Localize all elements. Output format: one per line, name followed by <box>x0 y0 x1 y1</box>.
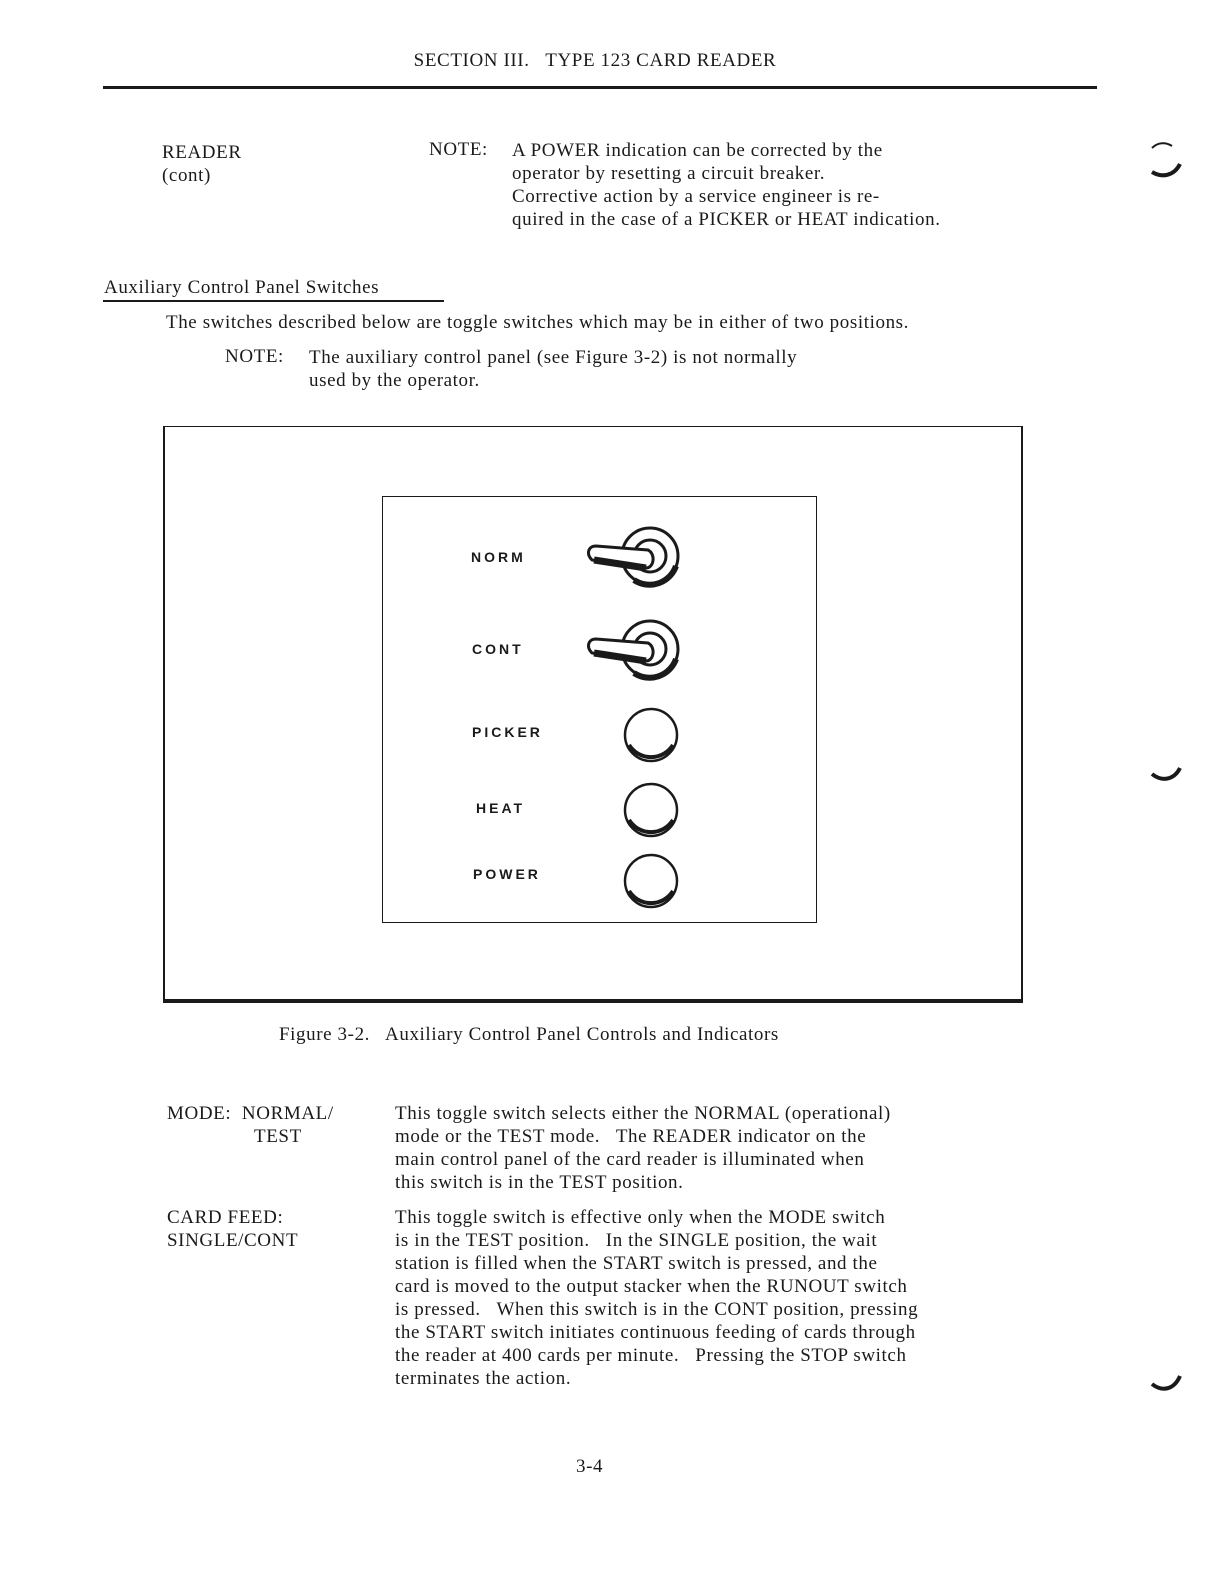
definition-desc-mode: This toggle switch selects either the NORMAL (operational) mode or the TEST mode. The READER indicator on the main control panel of the card reader is illuminated when this switch is in the TEST position. <box>395 1103 891 1193</box>
binder-hole-mark-icon <box>1148 762 1188 792</box>
panel-label-picker: PICKER <box>472 724 543 740</box>
binder-hole-mark-icon <box>1148 1360 1188 1396</box>
header-rule <box>103 86 1097 89</box>
panel-label-cont: CONT <box>472 641 524 657</box>
toggle-switch-icon <box>584 617 688 681</box>
indicator-lamp-icon <box>621 851 681 911</box>
section-heading-underline <box>103 300 444 302</box>
definition-desc-card-feed: This toggle switch is effective only when the MODE switch is in the TEST position. In the SINGLE position, the wait station is filled when the START switch is pressed, and the card is moved to the output stacker when the RUNOUT switch is pressed. When this switch is in the CONT position, pressing the START switch initiates continuous feeding of cards through the reader at 400 cards per minute. Pressing the STOP switch terminates the action. <box>395 1207 919 1389</box>
panel-label-heat: HEAT <box>476 800 526 816</box>
section-heading: Auxiliary Control Panel Switches <box>104 277 380 298</box>
toggle-switch-icon <box>584 524 688 588</box>
reader-note-label: NOTE: <box>429 139 488 160</box>
page-number: 3-4 <box>576 1456 604 1477</box>
binder-hole-mark-icon <box>1148 140 1188 184</box>
definition-term-card-feed: CARD FEED: SINGLE/CONT <box>167 1207 299 1251</box>
reader-label: READER (cont) <box>162 142 242 186</box>
section-intro: The switches described below are toggle switches which may be in either of two positions. <box>166 312 910 333</box>
indicator-lamp-icon <box>621 705 681 765</box>
panel-label-norm: NORM <box>471 549 526 565</box>
figure-caption: Figure 3-2. Auxiliary Control Panel Controls and Indicators <box>279 1024 779 1045</box>
panel-label-power: POWER <box>473 866 541 882</box>
definition-term-mode: MODE: NORMAL/ TEST <box>167 1103 334 1147</box>
page-header <box>0 50 1190 72</box>
header-title: SECTION III. TYPE 123 CARD READER <box>413 50 777 71</box>
indicator-lamp-icon <box>621 780 681 840</box>
aux-note-label: NOTE: <box>225 346 284 367</box>
aux-note-text: The auxiliary control panel (see Figure 3-2) is not normally used by the operator. <box>309 347 798 391</box>
reader-note-text: A POWER indication can be corrected by the operator by resetting a circuit breaker. Corrective action by a service engineer is re- quired in the case of a PICKER or HEAT indication. <box>512 140 941 230</box>
